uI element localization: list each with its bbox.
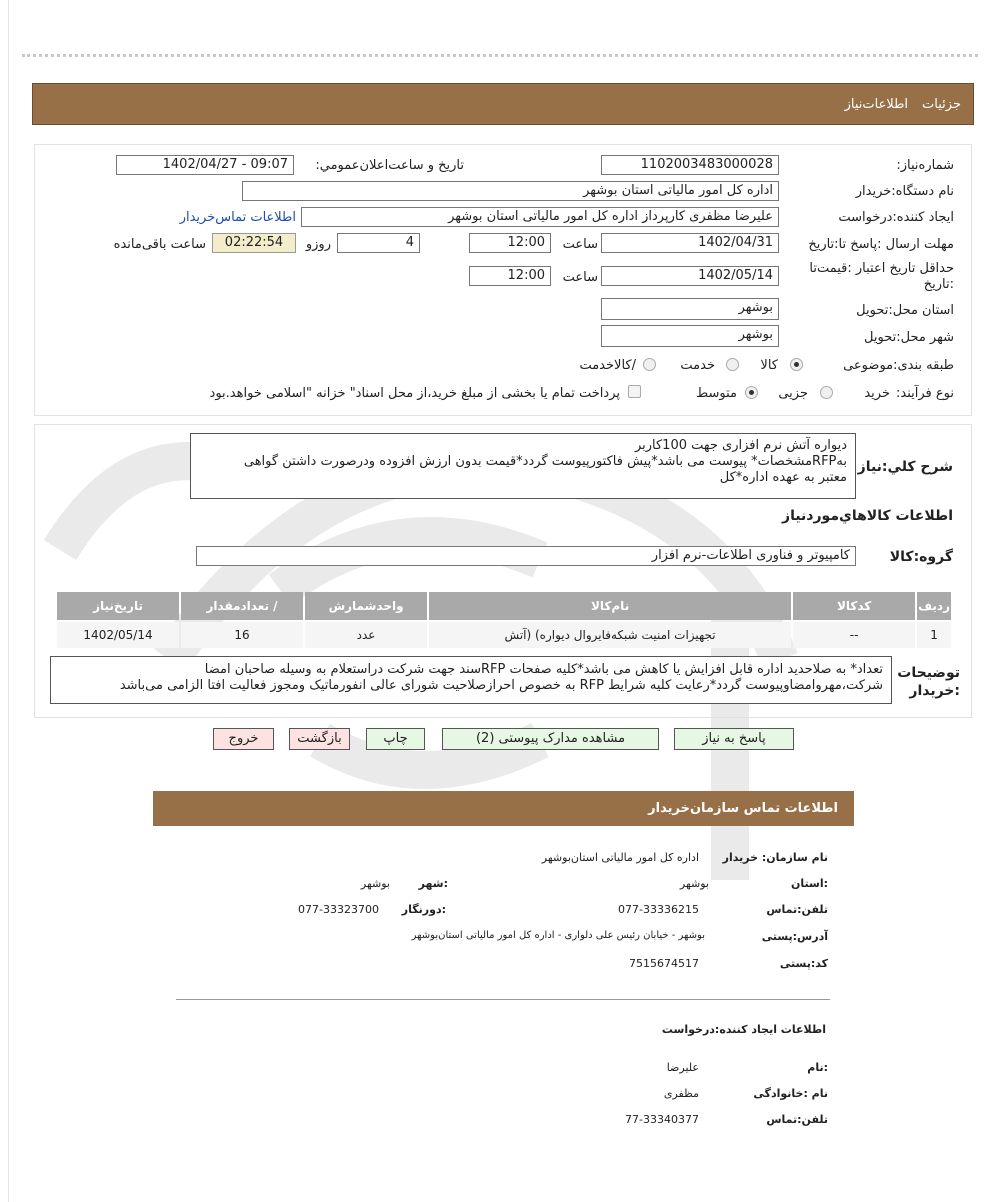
header-details[interactable]: جزئیات (922, 96, 961, 112)
deadline-hour-label: ساعت (562, 237, 598, 252)
page-header-bar (32, 83, 974, 125)
contact-province-value: بوشهر (679, 877, 709, 890)
process-purchase-label: خرید (864, 386, 890, 401)
need-description-box (190, 433, 856, 499)
category-goods-service-radio[interactable] (643, 358, 656, 371)
contact-postal-value: 7515674517 (629, 957, 699, 970)
col-name: نام‌کالا (429, 592, 791, 620)
contact-fax-value: 077-33323700 (298, 903, 379, 916)
exit-button[interactable]: خروج (213, 728, 274, 750)
contact-separator (176, 999, 830, 1000)
creator-phone-value: 77-33340377 (625, 1113, 699, 1126)
back-button[interactable]: بازگشت (289, 728, 350, 750)
header-need-info[interactable]: اطلاعات‌نیاز (844, 96, 909, 112)
cell-qty: 16 (181, 622, 303, 648)
cell-code: -- (793, 622, 915, 648)
buyer-field: اداره کل امور مالیاتی استان بوشهر (242, 181, 779, 201)
process-medium-radio[interactable] (745, 386, 758, 399)
days-field: 4 (337, 233, 420, 253)
validity-label-line1: حداقل تاریخ اعتبار :قیمت‌تا (809, 261, 954, 276)
buyer-notes-label-1: توضیحات (897, 665, 960, 681)
category-service-label: خدمت (680, 358, 715, 373)
reply-button[interactable]: پاسخ به نیاز (674, 728, 794, 750)
need-description-line3: معتبر به عهده اداره*کل (719, 470, 847, 485)
top-dotted-separator (22, 54, 978, 57)
need-description-line1: دیواره آتش نرم افزاری جهت 100کاربر (634, 438, 847, 453)
cell-unit: عدد (305, 622, 427, 648)
creator-name-value: علیرضا (666, 1061, 699, 1074)
province-field: بوشهر (601, 298, 779, 320)
province-label: استان محل:تحویل (856, 303, 954, 318)
need-number-label: شماره‌نیاز: (896, 158, 954, 173)
validity-hour-label: ساعت (562, 270, 598, 285)
table-row (57, 622, 951, 648)
category-goods-radio[interactable] (790, 358, 803, 371)
contact-phone-value: 077-33336215 (618, 903, 699, 916)
buyer-label: نام دستگاه:خریدار (855, 184, 954, 199)
creator-phone-label: تلفن:تماس (766, 1113, 828, 1126)
col-unit: واحدشمارش (305, 592, 427, 620)
city-field: بوشهر (601, 325, 779, 347)
goods-group-label: گروه:کالا (889, 549, 953, 565)
need-number-field: 1102003483000028 (601, 155, 779, 175)
col-qty: / تعدادمقدار (181, 592, 303, 620)
col-code: کدکالا (793, 592, 915, 620)
contact-fax-label: :دورنگار (401, 903, 446, 916)
remaining-label: ساعت باقی‌مانده (113, 237, 206, 252)
validity-label-line2: :تاریخ (923, 277, 954, 292)
category-service-radio[interactable] (726, 358, 739, 371)
category-goods-label: کالا (760, 358, 778, 373)
buyer-contact-header: اطلاعات تماس سازمان‌خریدار (153, 791, 854, 826)
contact-address-label: آدرس:پستی (761, 930, 828, 943)
buyer-notes-label-2: :خریدار (909, 683, 960, 699)
deadline-label: مهلت ارسال :پاسخ تا:تاریخ (808, 237, 954, 252)
need-description-line2: بهRFPمشخصات* پیوست می باشد*پیش فاکتورپیوست گردد*قیمت بدون ارزش افزوده ودرصورت داشتن گواهی (243, 454, 847, 469)
contact-city-value: بوشهر (360, 877, 390, 890)
buyer-notes-line2: شرکت،مهروامضاوپیوست گردد*رعایت کلیه شرایط RFP به خصوص احرازصلاحیت شورای عالی انفورماتیک ومجوز فعالیت افتا الزامی می‌باشد (119, 678, 883, 693)
page-left-border (8, 0, 9, 1202)
validity-time-field: 12:00 (469, 266, 551, 286)
buyer-contact-link[interactable]: اطلاعات تماس‌خریدار (179, 210, 296, 225)
buyer-notes-line1: تعداد* به صلاحدید اداره قابل افزایش یا کاهش می باشد*کلیه صفحات RFPسند جهت شرکت دراستعلام به وسیله صاحبان امضا (204, 662, 883, 677)
creator-info-title: اطلاعات ایجاد کننده:درخواست (661, 1023, 826, 1036)
print-button[interactable]: چاپ (366, 728, 425, 750)
process-medium-label: متوسط (696, 386, 737, 401)
deadline-time-field: 12:00 (469, 233, 551, 253)
goods-table (55, 590, 953, 650)
cell-name: تجهیزات امنیت شبکه‌فایروال دیواره) (آتش (429, 622, 791, 648)
goods-table-header (57, 592, 951, 620)
process-minor-radio[interactable] (820, 386, 833, 399)
process-minor-label: جزیی (778, 386, 808, 401)
treasury-payment-note: پرداخت تمام یا بخشی از مبلغ خرید،از محل اسناد" خزانه "اسلامی خواهد.بود (209, 386, 620, 401)
contact-phone-label: تلفن:تماس (766, 903, 828, 916)
process-label: نوع فرآیند: (896, 386, 954, 401)
deadline-date-field: 1402/04/31 (601, 233, 779, 253)
creator-family-value: مظفری (663, 1087, 699, 1100)
goods-group-field: کامپیوتر و فناوری اطلاعات-نرم افزار (196, 546, 856, 566)
cell-row: 1 (917, 622, 951, 648)
goods-info-title: اطلاعات کالاهاي‌موردنیاز (782, 508, 953, 524)
need-description-label: شرح کلي:نیاز (857, 459, 953, 475)
attachments-button[interactable]: مشاهده مدارک پیوستی (2) (442, 728, 659, 750)
contact-address-value: بوشهر - خیابان رئیس علی دلواری - اداره کل امور مالیاتی استان‌بوشهر (411, 930, 705, 941)
org-label: نام سازمان: خریدار (722, 851, 828, 864)
category-goods-service-label: /کالاخدمت (579, 358, 636, 373)
creator-family-label: نام :خانوادگی (753, 1087, 828, 1100)
col-row: ردیف (917, 592, 951, 620)
creator-label: ایجاد کننده:درخواست (838, 210, 954, 225)
city-label: شهر محل:تحویل (864, 330, 954, 345)
contact-postal-label: کد:پستی (779, 957, 828, 970)
creator-field: علیرضا مظفری کارپرداز اداره کل امور مالیاتی استان بوشهر (301, 207, 779, 227)
validity-date-field: 1402/05/14 (601, 266, 779, 286)
creator-name-label: :نام (807, 1061, 828, 1074)
org-value: اداره کل امور مالیاتی استان‌بوشهر (541, 851, 699, 864)
remaining-time: 02:22:54 (212, 233, 296, 253)
contact-city-label: :شهر (418, 877, 448, 890)
days-label: روزو (305, 237, 331, 252)
contact-province-label: :استان (791, 877, 828, 890)
col-date: تاریخ‌نیاز (57, 592, 179, 620)
announce-label: تاریخ و ساعت‌اعلان‌عمومي: (315, 158, 464, 173)
category-label: طبقه بندی:موضوعی (843, 358, 954, 373)
treasury-payment-checkbox[interactable] (628, 385, 641, 398)
buyer-notes-box (50, 656, 892, 704)
announce-field: 1402/04/27 - 09:07 (116, 155, 294, 175)
cell-date: 1402/05/14 (57, 622, 179, 648)
